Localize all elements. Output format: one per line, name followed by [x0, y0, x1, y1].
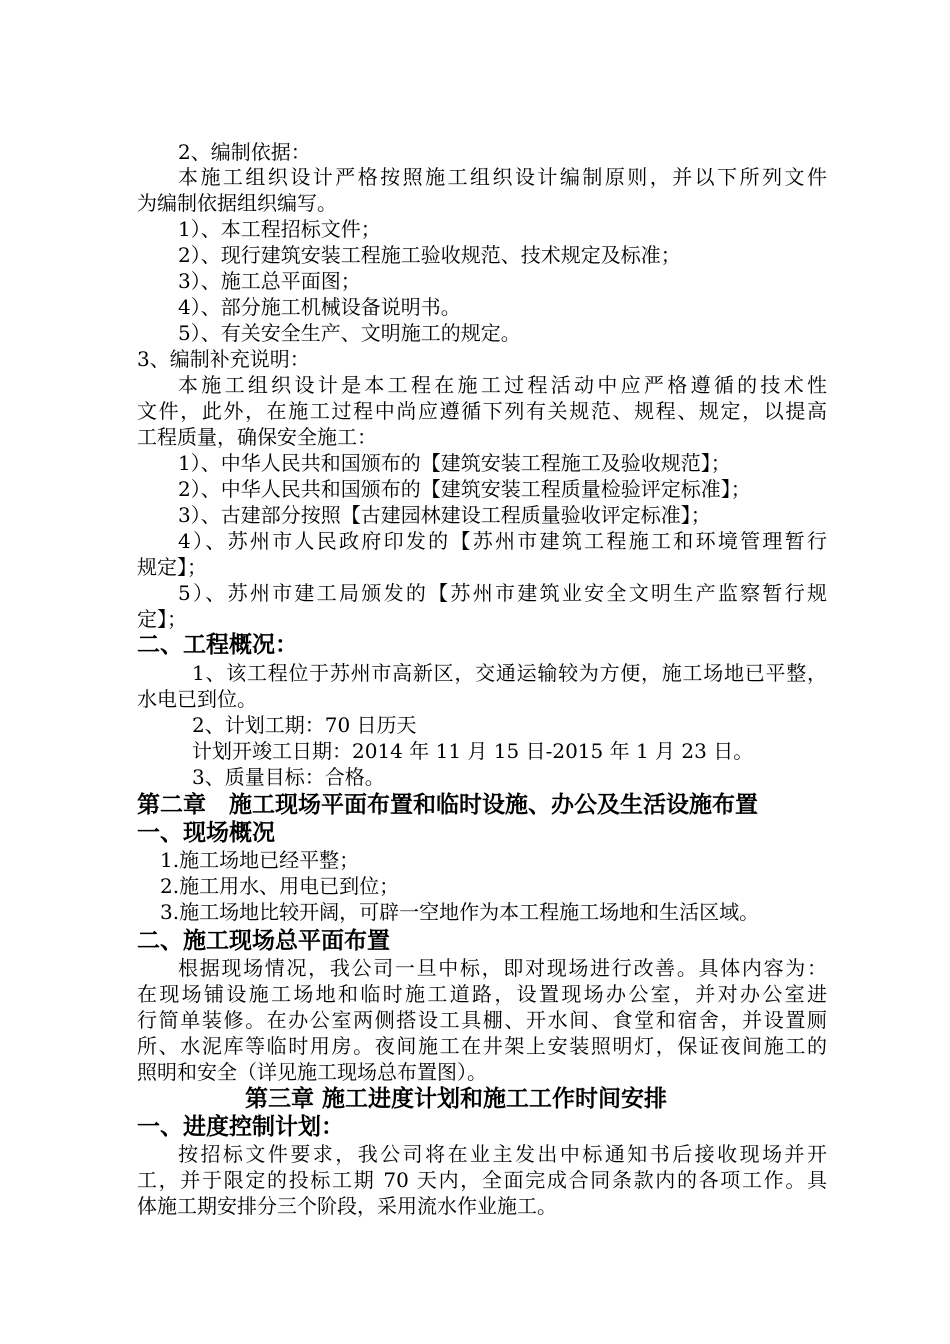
- paragraph-line: 工程质量，确保安全施工：: [137, 425, 377, 449]
- list-item: 3）、施工总平面图；: [178, 269, 361, 293]
- list-item: 4）、苏州市人民政府印发的【苏州市建筑工程施工和环境管理暂行: [178, 529, 827, 553]
- list-item: 2）、中华人民共和国颁布的【建筑安装工程质量检验评定标准】；: [178, 477, 751, 501]
- paragraph-line: 工，并于限定的投标工期 70 天内，全面完成合同条款内的各项工作。具: [137, 1168, 827, 1192]
- paragraph-line: 本施工组织设计是本工程在施工过程活动中应严格遵循的技术性: [178, 373, 827, 397]
- paragraph-line: 体施工期安排分三个阶段，采用流水作业施工。: [137, 1194, 557, 1218]
- chapter-title: 第二章 施工现场平面布置和临时设施、办公及生活设施布置: [137, 792, 758, 818]
- section-heading: 3、编制补充说明：: [137, 347, 310, 371]
- list-item: 4）、部分施工机械设备说明书。: [178, 295, 461, 319]
- paragraph-line: 行简单装修。在办公室两侧搭设工具棚、开水间、食堂和宿舍，并设置厕: [137, 1008, 827, 1032]
- list-item: 2）、现行建筑安装工程施工验收规范、技术规定及标准；: [178, 243, 681, 267]
- paragraph-line: 照明和安全（详见施工现场总布置图）。: [137, 1060, 487, 1084]
- list-item-continuation: 定】；: [137, 607, 187, 631]
- paragraph-line: 文件，此外，在施工过程中尚应遵循下列有关规范、规程、规定，以提高: [137, 399, 827, 423]
- section-title: 一、进度控制计划：: [137, 1114, 344, 1140]
- paragraph-line: 所、水泥库等临时用房。夜间施工在井架上安装照明灯，保证夜间施工的: [137, 1034, 827, 1058]
- list-item-continuation: 规定】；: [137, 555, 207, 579]
- list-item: 1）、本工程招标文件；: [178, 217, 381, 241]
- list-item: 1.施工场地已经平整；: [160, 848, 360, 872]
- paragraph-line: 按招标文件要求，我公司将在业主发出中标通知书后接收现场并开: [178, 1142, 827, 1166]
- paragraph-line: 1、该工程位于苏州市高新区，交通运输较为方便，施工场地已平整，: [192, 661, 827, 685]
- paragraph-line: 计划开竣工日期：2014 年 11 月 15 日-2015 年 1 月 23 日。: [192, 739, 754, 763]
- paragraph-line: 水电已到位。: [137, 687, 257, 711]
- list-item: 1）、中华人民共和国颁布的【建筑安装工程施工及验收规范】；: [178, 451, 731, 475]
- list-item: 5）、苏州市建工局颁发的【苏州市建筑业安全文明生产监察暂行规: [178, 581, 827, 605]
- paragraph-line: 本施工组织设计严格按照施工组织设计编制原则，并以下所列文件: [178, 165, 827, 189]
- section-title: 一、现场概况: [137, 820, 275, 846]
- section-title: 二、工程概况：: [137, 632, 298, 658]
- section-title: 二、施工现场总平面布置: [137, 928, 390, 954]
- paragraph-line: 在现场铺设施工场地和临时施工道路，设置现场办公室，并对办公室进: [137, 982, 827, 1006]
- list-item: 5）、有关安全生产、文明施工的规定。: [178, 321, 521, 345]
- section-heading: 2、编制依据：: [178, 140, 311, 164]
- paragraph-line: 为编制依据组织编写。: [137, 191, 337, 215]
- chapter-title: 第三章 施工进度计划和施工工作时间安排: [245, 1086, 668, 1112]
- list-item: 3.施工场地比较开阔，可辟一空地作为本工程施工场地和生活区域。: [160, 900, 760, 924]
- list-item: 2.施工用水、用电已到位；: [160, 874, 400, 898]
- paragraph-line: 2、计划工期：70 日历天: [192, 713, 417, 737]
- paragraph-line: 3、质量目标：合格。: [192, 765, 385, 789]
- list-item: 3）、古建部分按照【古建园林建设工程质量验收评定标准】；: [178, 503, 711, 527]
- paragraph-line: 根据现场情况，我公司一旦中标，即对现场进行改善。具体内容为：: [178, 956, 827, 980]
